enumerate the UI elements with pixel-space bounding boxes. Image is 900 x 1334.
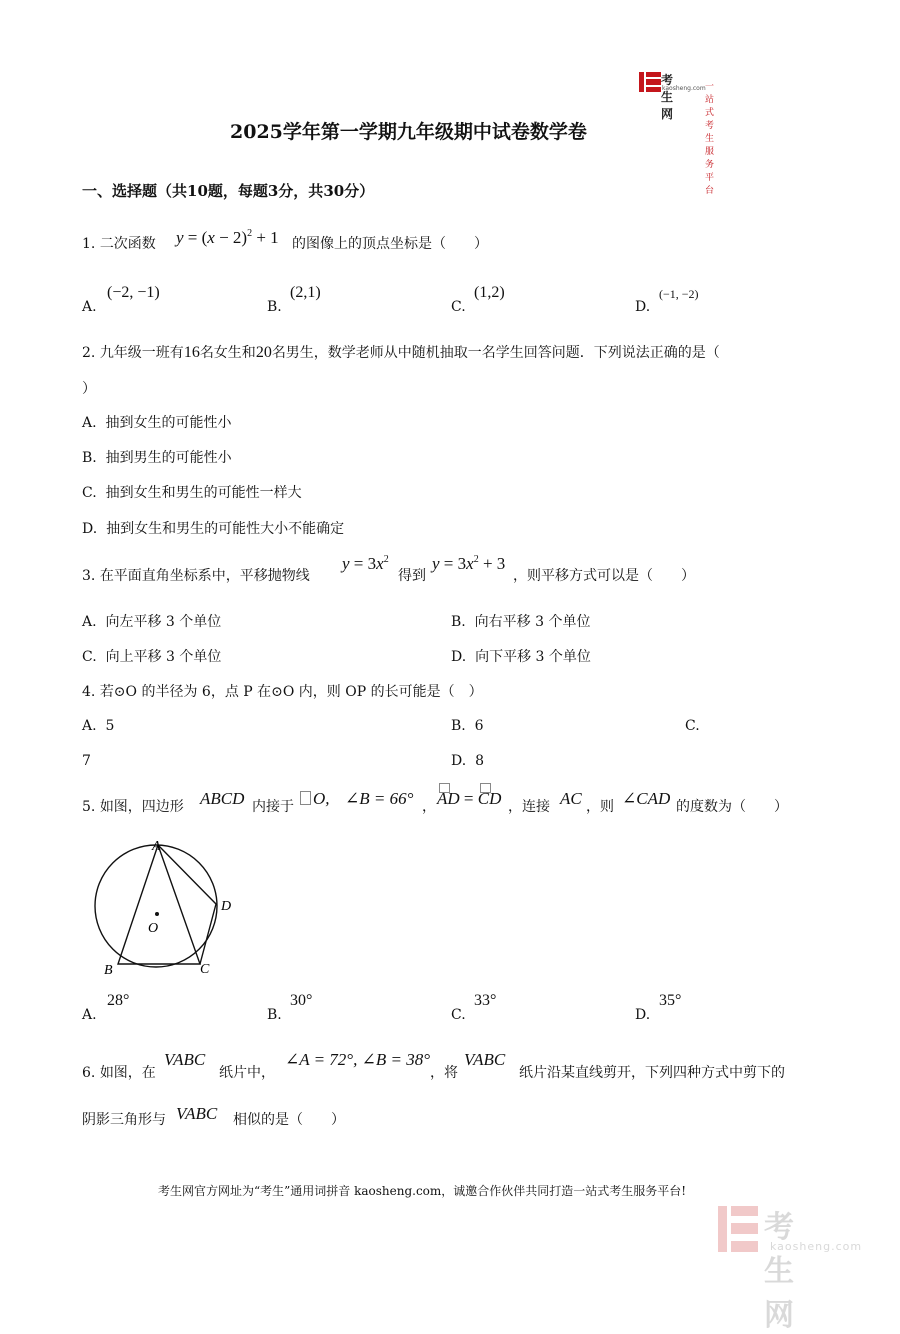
q1-suffix: 的图像上的顶点坐标是（ ） xyxy=(292,236,488,252)
q6-triangle-2: VABC xyxy=(464,1050,506,1069)
q6-mid3: 纸片沿某直线剪开，下列四种方式中剪下的 xyxy=(519,1065,785,1081)
q1-option-d-letter: D. xyxy=(635,299,651,315)
q6-triangle-1: VABC xyxy=(164,1050,206,1069)
kaosheng-logo-icon xyxy=(639,72,661,92)
q2-text-c: 名男生，数学老师从中随机抽取一名学生回答问题．下列说法正确的是（ xyxy=(271,345,720,361)
question-6: 6. 如图，在 xyxy=(82,1065,156,1081)
q6-angles: ∠A = 72°, ∠B = 38° xyxy=(285,1050,430,1069)
q5-ac: AC xyxy=(560,789,582,808)
label-d: D xyxy=(221,899,232,914)
q3-number: 3. xyxy=(82,568,96,584)
q5-circle-o: O, xyxy=(300,789,330,809)
q3-suffix: ，则平移方式可以是（ ） xyxy=(513,568,695,584)
q6-triangle-3: VABC xyxy=(176,1104,218,1123)
label-b: B xyxy=(104,963,113,978)
q3-option-d: D. 向下平移 3 个单位 xyxy=(451,649,591,665)
q1-formula xyxy=(176,228,279,248)
q5-option-a-value: 28° xyxy=(107,992,130,1009)
q5-connect: ，连接 xyxy=(508,799,550,815)
q1-option-a-letter: A. xyxy=(82,299,97,315)
page-title: 2025学年第一学期九年级期中试卷数学卷 xyxy=(230,121,587,143)
label-c: C xyxy=(200,962,210,977)
q6-prefix: 如图，在 xyxy=(99,1065,156,1081)
q5-suffix: 的度数为（ ） xyxy=(676,799,788,815)
q5-abcd: ABCD xyxy=(200,789,245,808)
q4-text: 若⊙O 的半径为 6，点 P 在⊙O 内，则 OP 的长可能是（ ） xyxy=(99,684,483,700)
q3-prefix: 在平面直角坐标系中，平移抛物线 xyxy=(99,568,310,584)
q1-option-a-value: (−2, −1) xyxy=(107,284,160,301)
question-5: 5. 如图，四边形 xyxy=(82,799,184,815)
q2-number: 2. xyxy=(82,345,96,361)
circle-symbol-icon xyxy=(300,791,311,805)
chords-ad-dc xyxy=(158,845,216,964)
logo-name: 考生网 xyxy=(661,73,674,121)
q5-inscribed: 内接于 xyxy=(252,799,294,815)
q3-option-c: C. 向上平移 3 个单位 xyxy=(82,649,222,665)
triangle-abc xyxy=(118,845,200,964)
q4-option-a: A. 5 xyxy=(82,718,115,734)
center-point xyxy=(155,912,159,916)
q5-prefix: 如图，四边形 xyxy=(99,799,184,815)
q2-option-d: D. 抽到女生和男生的可能性大小不能确定 xyxy=(82,521,345,537)
q5-option-b-value: 30° xyxy=(290,992,313,1009)
q1-option-d-value: (−1, −2) xyxy=(659,287,699,301)
q3-option-b: B. 向右平移 3 个单位 xyxy=(451,614,591,630)
q1-number: 1. xyxy=(82,236,96,252)
q2-n2: 20 xyxy=(255,344,272,361)
q5-option-d-letter: D. xyxy=(635,1007,651,1023)
arc-ad: AD xyxy=(437,789,460,808)
q3-mid: 得到 xyxy=(398,568,426,584)
watermark-name: 考生网 xyxy=(764,1210,794,1333)
footer-text: 考生网官方网址为“考生”通用词拼音 kaosheng.com，诚邀合作伙伴共同打造一站式考生服务平台! xyxy=(158,1184,687,1198)
q5-cad: ∠CAD xyxy=(622,789,671,808)
q2-n1: 16 xyxy=(183,344,200,361)
circle-o xyxy=(95,845,217,967)
q4-option-b: B. 6 xyxy=(451,718,484,734)
question-2 xyxy=(82,344,720,362)
label-o: O xyxy=(148,921,159,936)
watermark-logo-icon xyxy=(718,1206,758,1252)
q1-f-tail: + 1 xyxy=(252,228,279,247)
q6-mid1: 纸片中， xyxy=(219,1065,275,1081)
q5-option-a-letter: A. xyxy=(82,1007,97,1023)
q1-option-b-letter: B. xyxy=(267,299,282,315)
q1-f-x: x xyxy=(207,228,215,247)
q4-option-d: D. 8 xyxy=(451,753,485,769)
q1-option-b-value: (2,1) xyxy=(290,284,321,301)
q5-angle-b: ∠B = 66° xyxy=(345,789,414,808)
q3-formula-2: $y = 3x^2 + 3$ xyxy=(432,554,506,573)
q4-option-c-letter: C. xyxy=(685,718,700,734)
q2-option-b: B. 抽到男生的可能性小 xyxy=(82,450,232,466)
q5-option-c-letter: C. xyxy=(451,1007,466,1023)
label-a: A xyxy=(152,839,161,854)
question-3 xyxy=(82,567,310,585)
logo-slogan: 一站式考生服务平台 xyxy=(705,82,715,196)
q6-mid2: ，将 xyxy=(430,1065,458,1081)
q1-f-y: y xyxy=(176,228,184,247)
watermark-url: kaosheng.com xyxy=(770,1240,863,1253)
q5-arc-eq: AD = CD xyxy=(437,789,502,808)
q5-then: ，则 xyxy=(586,799,614,815)
q2-text-a: 九年级一班有 xyxy=(99,345,184,361)
q6-suffix: 相似的是（ ） xyxy=(233,1112,345,1128)
q3-formula-1: $y = 3x^2$ xyxy=(342,554,389,573)
question-4: 4. 若⊙O 的半径为 6，点 P 在⊙O 内，则 OP 的长可能是（ ） xyxy=(82,684,483,700)
q1-option-c-letter: C. xyxy=(451,299,466,315)
q1-f-sup: 2 xyxy=(247,228,253,239)
q4-option-c-value: 7 xyxy=(82,753,91,769)
q5-option-d-value: 35° xyxy=(659,992,682,1009)
q2-text-b: 名女生和 xyxy=(199,345,256,361)
q5-comma: ， xyxy=(422,799,436,815)
q2-option-a: A. 抽到女生的可能性小 xyxy=(82,415,232,431)
arc-cd: CD xyxy=(477,789,502,808)
q2-option-c: C. 抽到女生和男生的可能性一样大 xyxy=(82,485,302,501)
logo-url: kaosheng.com xyxy=(662,85,706,92)
q2-close: ） xyxy=(82,381,96,397)
q1-prefix: 二次函数 xyxy=(99,236,156,252)
q6-line2: 阴影三角形与 xyxy=(82,1112,166,1128)
question-1 xyxy=(82,235,156,253)
q5-option-b-letter: B. xyxy=(267,1007,282,1023)
q5-option-c-value: 33° xyxy=(474,992,497,1009)
q5-figure xyxy=(90,834,240,980)
q1-option-c-value: (1,2) xyxy=(474,284,505,301)
q1-f-eq: = ( xyxy=(183,228,208,247)
q3-option-a: A. 向左平移 3 个单位 xyxy=(82,614,222,630)
q1-f-rest: − 2) xyxy=(214,228,248,247)
section-heading: 一、选择题（共10题，每题3分，共30分） xyxy=(82,182,375,200)
